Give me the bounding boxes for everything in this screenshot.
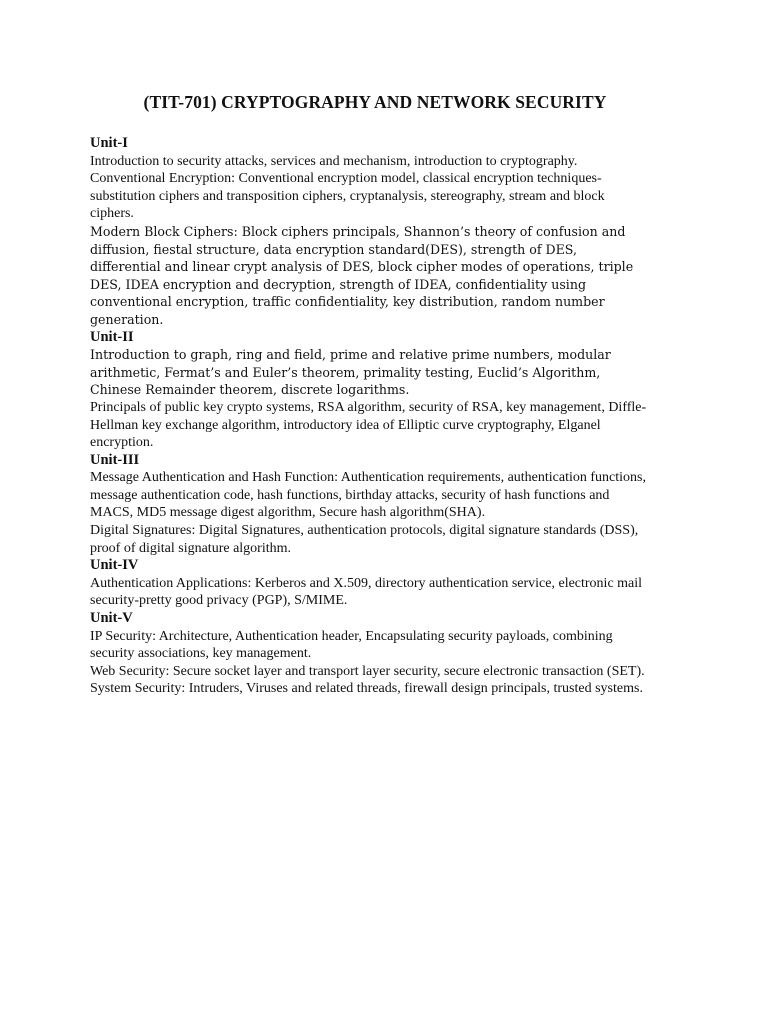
unit-2-paragraph-1: Introduction to graph, ring and field, prime and relative prime numbers, modular arithmetic, Fermat’s and Euler’s theorem, primality testing, Euclid’s Algorithm, Chinese Remainder theorem, discrete logarithms. <box>90 347 611 398</box>
unit-1-paragraph-3: Modern Block Ciphers: Block ciphers principals, Shannon’s theory of confusion and diffusion, fiestal structure, data encryption standard(DES), strength of DES, differential and linear crypt analysis of DES, block cipher modes of operations, triple DES, IDEA encryption and decryption, strength of IDEA, confidentiality using conventional encryption, traffic confidentiality, key distribution, random number generation. <box>90 223 634 327</box>
unit-2-heading: Unit-II <box>90 328 134 345</box>
unit-3-heading: Unit-III <box>90 451 140 468</box>
unit-2-section <box>90 329 650 452</box>
unit-5-paragraph-1: IP Security: Architecture, Authentication header, Encapsulating security payloads, combining security associations, key management. <box>90 628 613 662</box>
unit-5-paragraph-3: System Security: Intruders, Viruses and related threads, firewall design principals, trusted systems. <box>90 681 643 697</box>
unit-5-section <box>90 610 650 698</box>
unit-3-paragraph-1: Message Authentication and Hash Function: Authentication requirements, authentication functions, message authentication code, hash functions, birthday attacks, security of hash functions and MACS, MD5 message digest algorithm, Secure hash algorithm(SHA). <box>90 470 646 521</box>
unit-1-section <box>90 135 650 329</box>
document-title: (TIT-701) CRYPTOGRAPHY AND NETWORK SECURITY <box>143 92 607 112</box>
unit-4-section <box>90 557 650 610</box>
unit-4-heading: Unit-IV <box>90 557 139 574</box>
unit-2-paragraph-2: Principals of public key crypto systems, RSA algorithm, security of RSA, key management, Diffle-Hellman key exchange algorithm, introductory idea of Elliptic curve cryptography, Elganel encryption. <box>90 399 647 451</box>
unit-1-paragraph-2: Conventional Encryption: Conventional encryption model, classical encryption techniques- substitution ciphers and transposition ciphers, cryptanalysis, stereography, stream and block ciphers. <box>90 171 605 222</box>
unit-1-heading: Unit-I <box>90 135 128 151</box>
unit-4-paragraph-1: Authentication Applications: Kerberos and X.509, directory authentication service, electronic mail security-pretty good privacy (PGP), S/MIME. <box>90 575 643 609</box>
syllabus-page <box>90 92 650 698</box>
unit-1-paragraph-1: Introduction to security attacks, services and mechanism, introduction to cryptography. <box>90 153 578 169</box>
unit-3-paragraph-2: Digital Signatures: Digital Signatures, authentication protocols, digital signature standards (DSS), proof of digital signature algorithm. <box>90 523 639 556</box>
unit-5-heading: Unit-V <box>90 610 133 627</box>
unit-3-section <box>90 452 650 558</box>
unit-5-paragraph-2: Web Security: Secure socket layer and transport layer security, secure electronic transaction (SET). <box>90 663 645 679</box>
